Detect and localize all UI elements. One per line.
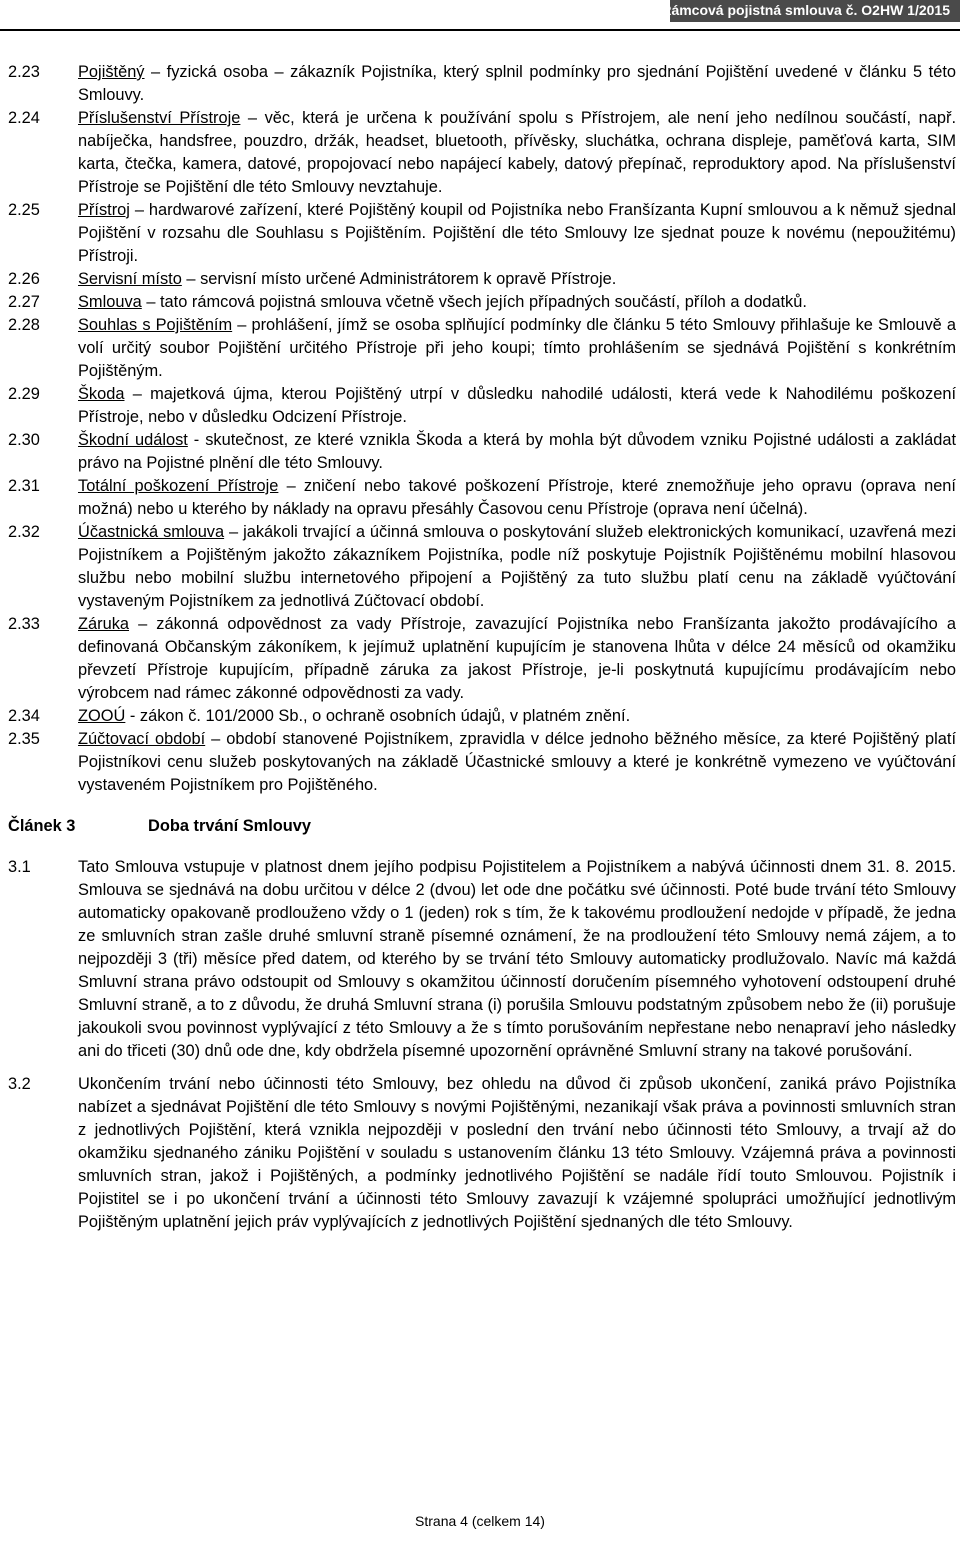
definition-text [78, 705, 960, 728]
definition-number: 2.31 [8, 477, 40, 495]
section-text: Tato Smlouva vstupuje v platnost dnem jejího podpisu Pojistitelem a Pojistníkem a nabývá účinnosti dnem 31. 8. 2015. Smlouva se sjednává na dobu určitou v délce 2 (dvou) let ode dne počátku své účinnosti. Poté bude trvání této Smlouvy automaticky opakovaně prodlouženo vždy o 1 (jeden) rok s tím, že k takovému prodloužení nedojde v případě, že jedna ze smluvních stran zašle druhé smluvní straně písemné oznámení, že na prodloužení této Smlouvy nemá zájem, a to nejpozději 3 (tři) měsíce před datem, od kterého by se trvání této Smlouvy automaticky prodlužovalo. Navíc má každá Smluvní strana právo odstoupit od Smlouvy s okamžitou účinností doručením písemného vyhotovení odstoupení druhé Smluvní straně, a to z důvodu, že druhá Smluvní strana (i) porušila Smlouvu podstatným způsobem nebo že (ii) porušuje jakoukoli svou povinnost vyplývající z této Smlouvy a že s tímto porušováním nepřestane nebo nenapraví jeho následky ani do třiceti (30) dnů ode dne, kdy obdržela písemné upozornění oprávněné Smluvní strany na takové porušování. [78, 858, 956, 1060]
definition-body: – prohlášení, jímž se osoba splňující podmínky dle článku 5 této Smlouvy přihlašuje ke Smlouvě a volí určitý soubor Pojištění určitého Přístroje při jeho koupi; tímto prohlášením se sjednává Pojištění s konkrétním Pojištěným. [78, 316, 956, 380]
definition-number: 2.27 [8, 293, 40, 311]
header-title: Rámcová pojistná smlouva č. O2HW 1/2015 [661, 2, 950, 18]
definition-body: – tato rámcová pojistná smlouva včetně všech jejích případných součástí, příloh a dodatků. [141, 293, 807, 311]
definition-body: – majetková újma, kterou Pojištěný utrpí v důsledku nahodilé události, která vede k Nahodilému poškození Přístroje, nebo v důsledku Odcizení Přístroje. [78, 385, 956, 426]
definition-number: 2.32 [8, 523, 40, 541]
definition-text [78, 613, 960, 705]
definition-number: 2.24 [8, 109, 40, 127]
page-footer: Strana 4 (celkem 14) [415, 1513, 545, 1529]
article-title: Doba trvání Smlouvy [148, 817, 312, 835]
definition-body: – zákonná odpovědnost za vady Přístroje, zavazující Pojistníka nebo Franšízanta jakožto prodávajícího a definovaná Občanským zákoníkem, k jejímuž uplatnění kupujícím je stanovena lhůta v délce 24 měsíců od okamžiku převzetí Přístroje kupujícím, případně záruka za jakost Přístroje, je-li poskytnutá kupujícímu prodávajícím nebo výrobcem nad rámec zákonné odpovědnosti za vady. [78, 615, 956, 702]
definition-item [8, 291, 960, 314]
definition-item [8, 107, 960, 199]
article-section [8, 1073, 960, 1234]
definition-term: Přístroj [78, 201, 130, 219]
definition-item [8, 314, 960, 383]
header-rule [0, 29, 960, 31]
definition-term: Zúčtovací období [78, 730, 206, 748]
definition-term: Škodní událost [78, 431, 188, 449]
definitions-list [8, 61, 960, 797]
section-number: 3.2 [8, 1075, 31, 1093]
definition-text [78, 61, 960, 107]
definition-text [78, 383, 960, 429]
definition-body: – fyzická osoba – zákazník Pojistníka, který splnil podmínky pro sjednání Pojištění uvedené v článku 5 této Smlouvy. [78, 63, 956, 104]
definition-text [78, 291, 960, 314]
definition-text [78, 268, 960, 291]
definition-item [8, 199, 960, 268]
definition-number: 2.35 [8, 730, 40, 748]
definition-body: - skutečnost, ze které vznikla Škoda a která by mohla být důvodem vzniku Pojistné události a zakládat právo na Pojistné plnění dle této Smlouvy. [78, 431, 956, 472]
definition-text [78, 199, 960, 268]
definition-item [8, 61, 960, 107]
definition-number: 2.23 [8, 63, 40, 81]
definition-body: – servisní místo určené Administrátorem k opravě Přístroje. [181, 270, 617, 288]
definition-item [8, 475, 960, 521]
definition-term: Servisní místo [78, 270, 182, 288]
definition-term: Smlouva [78, 293, 142, 311]
definition-term: Totální poškození Přístroje [78, 477, 279, 495]
definition-item [8, 705, 960, 728]
definition-body: – období stanovené Pojistníkem, zpravidla v délce jednoho běžného měsíce, za které Pojištěný platí Pojistníkovi cenu služeb poskytovaných na základě Účastnické smlouvy a které je konkrétně vymezeno ve vyúčtování vystaveném Pojistníkem pro Pojištěného. [78, 730, 956, 794]
definition-term: Účastnická smlouva [78, 523, 225, 541]
definition-item [8, 728, 960, 797]
article-number: Článek 3 [8, 817, 76, 835]
definition-item [8, 613, 960, 705]
definition-text [78, 107, 960, 199]
definition-number: 2.34 [8, 707, 40, 725]
definition-text [78, 521, 960, 613]
definition-number: 2.30 [8, 431, 40, 449]
definition-number: 2.33 [8, 615, 40, 633]
definition-number: 2.25 [8, 201, 40, 219]
definition-item [8, 521, 960, 613]
document-body [8, 61, 960, 1244]
definition-term: Příslušenství Přístroje [78, 109, 241, 127]
article-heading [8, 815, 960, 838]
definition-body: – hardwarové zařízení, které Pojištěný koupil od Pojistníka nebo Franšízanta Kupní smlouvou a k němuž sjednal Pojištění v rozsahu dle Souhlasu s Pojištěním. Pojištění dle této Smlouvy lze sjednat pouze k novému (nepoužitému) Přístroji. [78, 201, 956, 265]
page-header [0, 0, 960, 22]
definition-term: Souhlas s Pojištěním [78, 316, 233, 334]
section-text: Ukončením trvání nebo účinnosti této Smlouvy, bez ohledu na důvod či způsob ukončení, zaniká právo Pojistníka nabízet a sjednávat Pojištění dle této Smlouvy s novými Pojištěnými, nezanikají však práva a povinnosti smluvních stran z jednotlivých Pojištění, která vznikla nejpozději v poslední den trvání nebo účinnosti této Smlouvy, a trvají až do okamžiku sjednaného zániku Pojištění v souladu s ustanovením článku 13 této Smlouvy. Vzájemná práva a povinnosti smluvních stran, jakož i Pojištěných, a podmínky jednotlivého Pojištění se nadále řídí touto Smlouvou. Pojistník i Pojistitel se i po ukončení trvání a účinnosti této Smlouvy zavazují k vzájemné spolupráci umožňující jednotlivým Pojištěným uplatnění jejich práv vyplývajících z jednotlivých Pojištění sjednaných dle této Smlouvy. [78, 1075, 956, 1231]
definition-body: – jakákoli trvající a účinná smlouva o poskytování služeb elektronických komunikací, uzavřená mezi Pojistníkem a Pojištěným jakožto zákazníkem Pojistníka, podle níž poskytuje Pojistník Pojištěnému mobilní hlasovou službu nebo mobilní službu internetového připojení a Pojištěný za tuto službu platí cenu na základě vyúčtování vystaveným Pojistníkem za jednotlivá Zúčtovací období. [78, 523, 956, 610]
definition-number: 2.29 [8, 385, 40, 403]
definition-term: Škoda [78, 385, 125, 403]
definition-term: Záruka [78, 615, 130, 633]
definition-number: 2.26 [8, 270, 40, 288]
definition-term: Pojištěný [78, 63, 145, 81]
definition-item [8, 383, 960, 429]
definition-body: - zákon č. 101/2000 Sb., o ochraně osobních údajů, v platném znění. [125, 707, 631, 725]
definition-item [8, 429, 960, 475]
article-sections [8, 856, 960, 1234]
section-number: 3.1 [8, 858, 31, 876]
definition-text [78, 429, 960, 475]
definition-item [8, 268, 960, 291]
definition-number: 2.28 [8, 316, 40, 334]
definition-term: ZOOÚ [78, 707, 126, 725]
article-section [8, 856, 960, 1063]
definition-text [78, 728, 960, 797]
definition-text [78, 314, 960, 383]
definition-text [78, 475, 960, 521]
definition-body: – věc, která je určena k používání spolu s Přístrojem, ale není jeho nedílnou součástí, např. nabíječka, handsfree, pouzdro, držák, headset, bluetooth, přívěsky, sluchátka, ochrana displeje, paměťová karta, SIM karta, čtečka, kamera, datové, propojovací nebo napájecí kabely, datový přepínač, reproduktory apod. Na příslušenství Přístroje se Pojištění dle této Smlouvy nevztahuje. [78, 109, 956, 196]
definition-body: – zničení nebo takové poškození Přístroje, které znemožňuje jeho opravu (oprava není možná) nebo u kterého by náklady na opravu přesáhly Časovou cenu Přístroje (oprava není účelná). [78, 477, 956, 518]
